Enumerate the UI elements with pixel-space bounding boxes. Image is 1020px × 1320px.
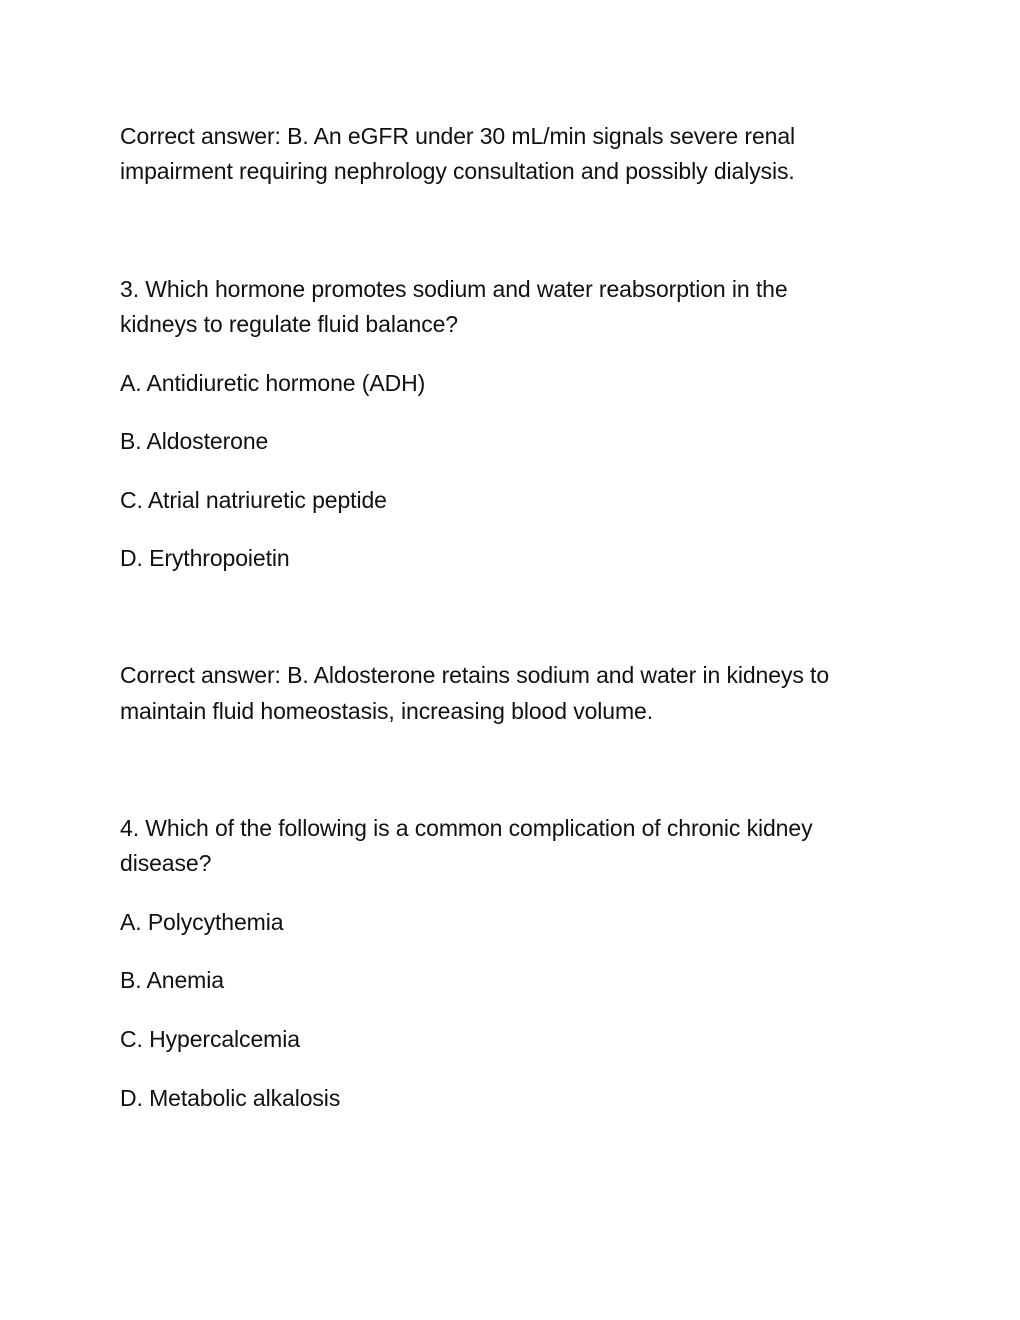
question-4-option-d: D. Metabolic alkalosis — [120, 1085, 341, 1111]
question-3-option-d: D. Erythropoietin — [120, 545, 290, 571]
question-3-option-b: B. Aldosterone — [120, 428, 269, 454]
question-4-option-c: C. Hypercalcemia — [120, 1026, 300, 1052]
question-3-stem-line-2: kidneys to regulate fluid balance? — [120, 311, 458, 337]
answer-2-line-2: impairment requiring nephrology consultation and possibly dialysis. — [120, 158, 795, 184]
question-3-option-a: A. Antidiuretic hormone (ADH) — [120, 370, 426, 396]
question-4-option-b: B. Anemia — [120, 967, 224, 993]
answer-3-line-1: Correct answer: B. Aldosterone retains sodium and water in kidneys to — [120, 662, 830, 688]
question-4-stem-line-2: disease? — [120, 850, 212, 876]
question-3-stem-line-1: 3. Which hormone promotes sodium and water reabsorption in the — [120, 276, 788, 302]
answer-3-line-2: maintain fluid homeostasis, increasing blood volume. — [120, 698, 654, 724]
question-3-option-c: C. Atrial natriuretic peptide — [120, 487, 387, 513]
question-4-option-a: A. Polycythemia — [120, 909, 284, 935]
answer-2-line-1: Correct answer: B. An eGFR under 30 mL/min signals severe renal — [120, 123, 796, 149]
question-4-stem-line-1: 4. Which of the following is a common complication of chronic kidney — [120, 815, 813, 841]
